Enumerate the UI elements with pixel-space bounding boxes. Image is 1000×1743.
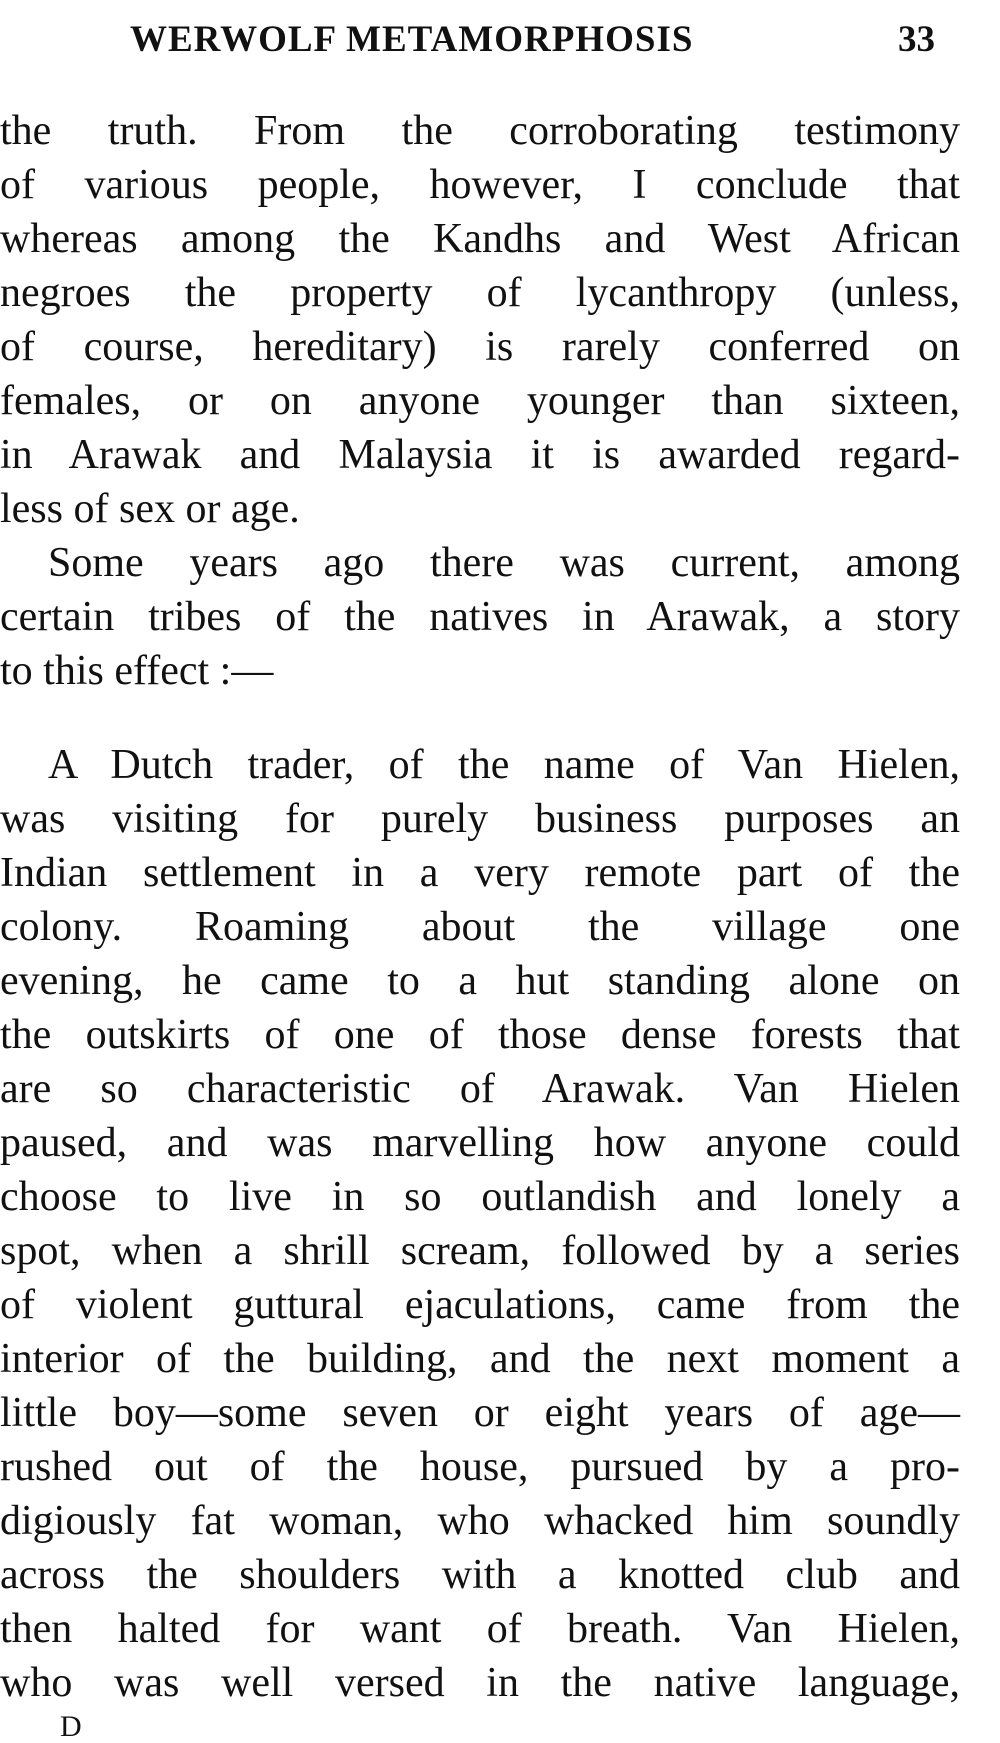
text-line: less of sex or age. (0, 486, 300, 532)
text-line: colony. Roaming about the village one (0, 904, 960, 950)
text-line: negroes the property of lycanthropy (unless, (0, 270, 960, 316)
text-line: in Arawak and Malaysia it is awarded regard- (0, 432, 960, 478)
text-line: spot, when a shrill scream, followed by a series (0, 1228, 960, 1274)
text-line: digiously fat woman, who whacked him soundly (0, 1498, 960, 1544)
page-header (0, 18, 1000, 68)
text-line: then halted for want of breath. Van Hielen, (0, 1606, 960, 1652)
text-line: whereas among the Kandhs and West African (0, 216, 960, 262)
text-line: interior of the building, and the next moment a (0, 1336, 960, 1382)
text-line: certain tribes of the natives in Arawak, a story (0, 594, 960, 640)
text-line: choose to live in so outlandish and lonely a (0, 1174, 960, 1220)
text-line: paused, and was marvelling how anyone could (0, 1120, 960, 1166)
text-line: Indian settlement in a very remote part of the (0, 850, 960, 896)
text-line: Some years ago there was current, among (48, 540, 960, 586)
text-line: the outskirts of one of those dense forests that (0, 1012, 960, 1058)
signature-mark: D (60, 1710, 82, 1743)
paragraph-1 (0, 104, 960, 536)
text-line: A Dutch trader, of the name of Van Hielen, (48, 742, 960, 788)
body-text (0, 104, 960, 1710)
text-line: females, or on anyone younger than sixteen, (0, 378, 960, 424)
text-line: across the shoulders with a knotted club and (0, 1552, 960, 1598)
text-line: who was well versed in the native language, (0, 1660, 960, 1706)
text-line: evening, he came to a hut standing alone on (0, 958, 960, 1004)
text-line: of various people, however, I conclude that (0, 162, 960, 208)
text-line: little boy—some seven or eight years of age— (0, 1390, 960, 1436)
text-line: of course, hereditary) is rarely conferred on (0, 324, 960, 370)
text-line: was visiting for purely business purposes an (0, 796, 960, 842)
text-line: the truth. From the corroborating testimony (0, 108, 960, 154)
paragraph-3 (0, 738, 960, 1710)
running-title: WERWOLF METAMORPHOSIS (130, 19, 694, 60)
page-number: 33 (898, 19, 935, 60)
text-line: of violent guttural ejaculations, came from the (0, 1282, 960, 1328)
text-line: to this effect :— (0, 648, 274, 694)
text-line: are so characteristic of Arawak. Van Hielen (0, 1066, 960, 1112)
paragraph-2 (0, 536, 960, 698)
section-gap (0, 698, 960, 738)
text-line: rushed out of the house, pursued by a pro- (0, 1444, 960, 1490)
